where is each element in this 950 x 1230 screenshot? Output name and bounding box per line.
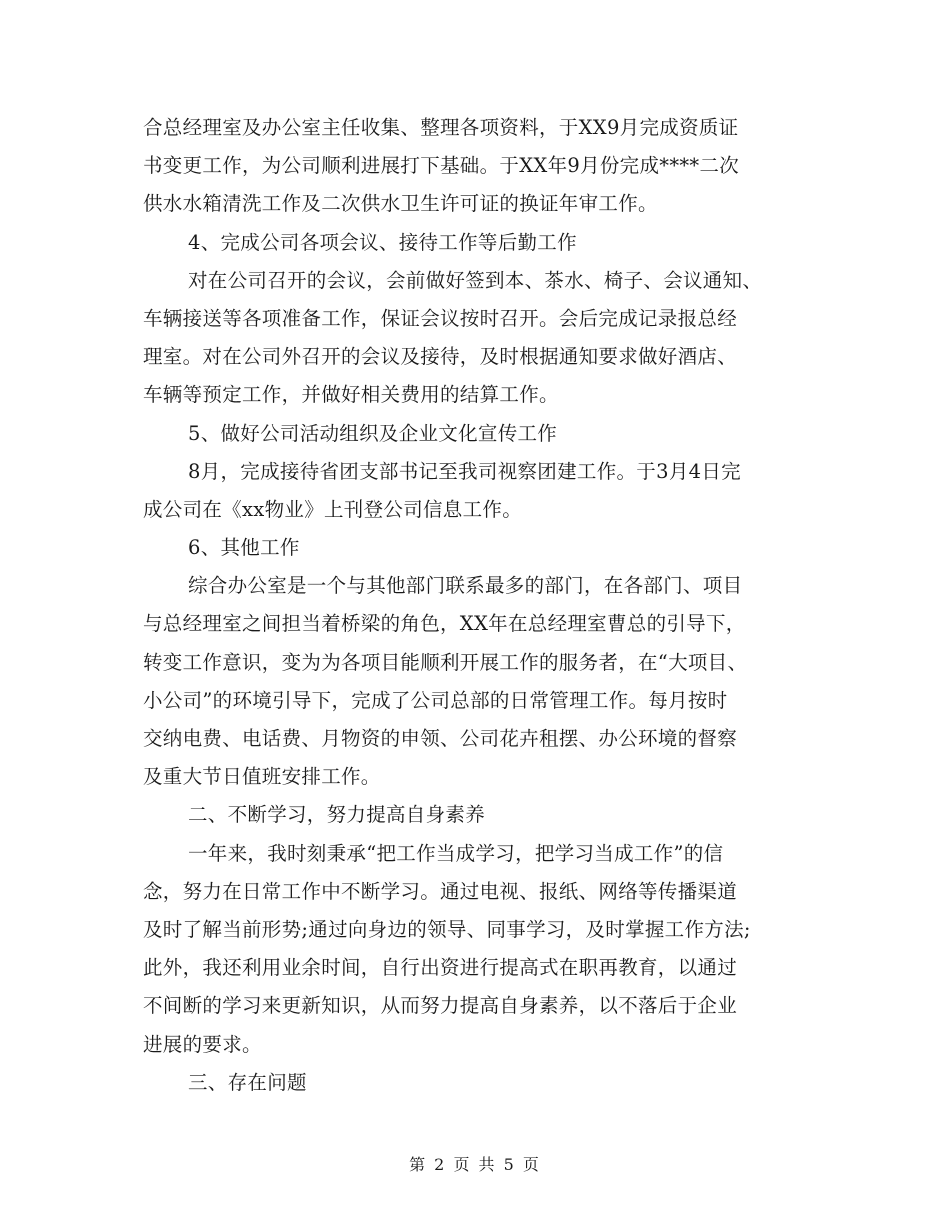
paragraph-line: 小公司”的环境引导下，完成了公司总部的日常管理工作。每月按时 [143,688,728,712]
paragraph-line: 转变工作意识，变为为各项目能顺利开展工作的服务者，在“大项目、 [143,650,748,674]
section-heading: 5、做好公司活动组织及企业文化宣传工作 [188,421,558,445]
paragraph-line: 进展的要求。 [143,1032,262,1056]
paragraph-line: 与总经理室之间担当着桥梁的角色，XX年在总经理室曹总的引导下， [143,612,746,636]
section-heading: 4、完成公司各项会议、接待工作等后勤工作 [188,230,577,254]
paragraph-line: 交纳电费、电话费、月物资的申领、公司花卉租摆、办公环境的督察 [143,727,738,750]
paragraph-line: 理室。对在公司外召开的会议及接待，及时根据通知要求做好酒店、 [143,345,738,369]
paragraph-line: 成公司在《xx物业》上刊登公司信息工作。 [143,497,522,521]
paragraph-line: 车辆等预定工作，并做好相关费用的结算工作。 [143,383,559,407]
paragraph-line: 车辆接送等各项准备工作，保证会议按时召开。会后完成记录报总经 [143,306,738,330]
paragraph-line: 及重大节日值班安排工作。 [143,765,381,789]
paragraph-line: 念，努力在日常工作中不断学习。通过电视、报纸、网络等传播渠道 [143,879,738,903]
section-heading: 三、存在问题 [188,1070,307,1094]
paragraph-line: 书变更工作，为公司顺利进展打下基础。于XX年9月份完成****二次 [143,154,740,178]
paragraph-line: 不间断的学习来更新知识，从而努力提高自身素养，以不落后于企业 [143,994,738,1018]
page-number-footer: 第 2 页 共 5 页 [409,1155,541,1174]
paragraph-line: 此外，我还利用业余时间，自行出资进行提高式在职再教育，以通过 [143,956,738,980]
paragraph-line: 供水水箱清洗工作及二次供水卫生许可证的换证年审工作。 [143,192,658,216]
section-heading: 6、其他工作 [188,536,300,560]
paragraph-line: 对在公司召开的会议，会前做好签到本、茶水、椅子、会议通知、 [188,268,763,292]
paragraph-line: 综合办公室是一个与其他部门联系最多的部门，在各部门、项目 [188,574,743,598]
paragraph-line: 一年来，我时刻秉承“把工作当成学习，把学习当成工作”的信 [188,841,724,865]
section-heading: 二、不断学习，努力提高自身素养 [188,803,486,827]
paragraph-line: 合总经理室及办公室主任收集、整理各项资料，于XX9月完成资质证 [143,116,739,139]
paragraph-line: 8月，完成接待省团支部书记至我司视察团建工作。于3月4日完 [188,459,741,483]
paragraph-line: 及时了解当前形势;通过向身边的领导、同事学习，及时掌握工作方法; [143,917,751,941]
document-body [143,109,813,1102]
